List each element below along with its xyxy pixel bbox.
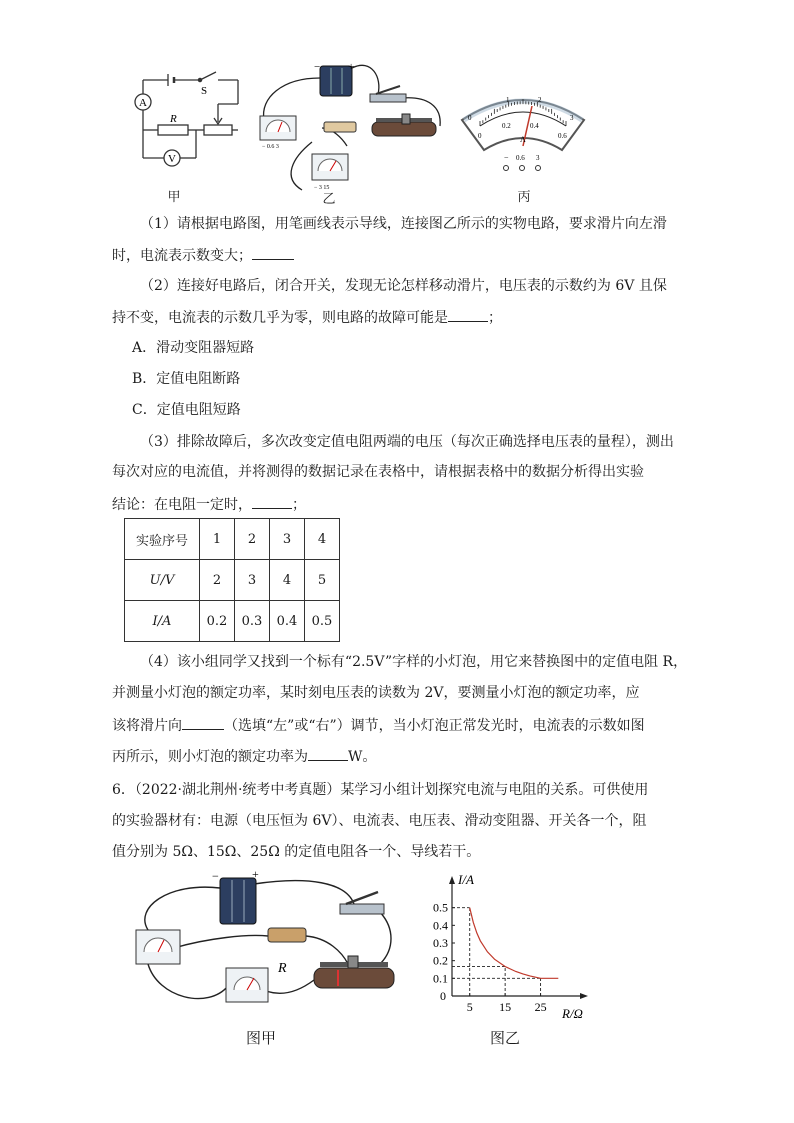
table-cell: 2 — [200, 560, 235, 601]
chart-y-label: I/A — [458, 872, 474, 887]
fixed-resistor-icon — [268, 928, 306, 942]
battery-icon — [220, 878, 256, 924]
table-cell: 4 — [270, 560, 305, 601]
resistor-label: R — [170, 113, 177, 125]
chart-x-label: R/Ω — [562, 1006, 583, 1021]
answer-blank-q3[interactable] — [252, 493, 292, 509]
rheostat-icon — [372, 114, 436, 136]
table-row — [125, 560, 340, 601]
outer-scale-0: 0 — [468, 114, 472, 122]
resistor-label: R — [278, 961, 287, 976]
ammeter-label: A — [139, 97, 147, 109]
chart-y-arrow — [449, 876, 455, 884]
ammeter-dial-bing — [458, 86, 588, 180]
inner-scale-3: 0.6 — [558, 132, 567, 140]
switch-icon — [340, 892, 384, 914]
table-cell: 1 — [200, 519, 235, 560]
answer-blank-q1[interactable] — [252, 244, 294, 260]
answer-blank-q4-power[interactable] — [308, 745, 348, 761]
data-table — [124, 518, 340, 642]
table-header-cell: I/A — [125, 601, 200, 642]
chart-series-line — [470, 908, 559, 979]
voltmeter-icon — [312, 154, 348, 180]
battery-plus-label: + — [348, 61, 355, 73]
ammeter-icon — [260, 116, 296, 140]
outer-scale-1: 1 — [506, 96, 510, 104]
terminal-3: 3 — [536, 154, 540, 162]
problem6-line1: 6．（2022·湖北荆州·统考中考真题）某学习小组计划探究电流与电阻的关系。可供使用 — [112, 782, 649, 798]
inner-scale-1: 0.2 — [502, 122, 511, 130]
figure-caption-yi: 乙 — [322, 192, 336, 207]
chart-x-tick-label: 5 — [466, 1000, 473, 1014]
table-cell: 4 — [305, 519, 340, 560]
outer-scale-3: 3 — [570, 114, 574, 122]
table-cell: 0.2 — [200, 601, 235, 642]
q1-line2: 时，电流表示数变大； — [112, 244, 294, 266]
chart-y-tick-label: 0.2 — [433, 953, 448, 968]
table-cell: 0.5 — [305, 601, 340, 642]
ammeter-icon — [136, 930, 180, 964]
chart-y-tick-label: 0.4 — [433, 918, 448, 933]
chart-x-tick-label: 25 — [534, 1000, 547, 1014]
table-header-cell: 实验序号 — [125, 519, 200, 560]
q2-line2: 持不变，电流表的示数几乎为零，则电路的故障可能是 ； — [112, 306, 502, 328]
q4-line2: 并测量小灯泡的额定功率，某时刻电压表的读数为 2V，要测量小灯泡的额定功率，应 — [112, 685, 640, 701]
inner-scale-0: 0 — [478, 132, 482, 140]
figure-caption-jia: 甲 — [167, 190, 181, 205]
problem6-line2: 的实验器材有：电源（电压恒为 6V）、电流表、电压表、滑动变阻器、开关各一个，阻 — [112, 813, 647, 829]
fixed-resistor-icon — [324, 122, 356, 132]
q1-line1: （1）请根据电路图，用笔画线表示导线，连接图乙所示的实物电路，要求滑片向左滑 — [140, 216, 667, 232]
table-cell: 0.3 — [235, 601, 270, 642]
inner-scale-2: 0.4 — [530, 122, 539, 130]
chart-y-tick-label: 0.1 — [433, 971, 448, 986]
chart-y-tick-label: 0.3 — [433, 936, 448, 950]
current-resistance-chart — [416, 872, 596, 1022]
q2-option-b: B．定值电阻断路 — [132, 371, 241, 387]
battery-plus-label: + — [252, 868, 259, 881]
figure-caption-bing: 丙 — [517, 190, 531, 205]
figure-caption-tuyi: 图乙 — [490, 1029, 521, 1047]
switch-icon — [370, 86, 406, 102]
table-cell: 3 — [235, 560, 270, 601]
q4-line3: 该将滑片向 （选填“左”或“右”）调节，当小灯泡正常发光时，电流表的示数如图 — [112, 714, 645, 736]
q2-option-a: A．滑动变阻器短路 — [132, 340, 255, 356]
voltmeter-icon — [226, 968, 268, 1002]
voltmeter-terminals: − 3 15 — [314, 185, 330, 191]
outer-scale-2: 2 — [538, 96, 542, 104]
chart-origin-label: 0 — [440, 989, 446, 1003]
table-cell: 0.4 — [270, 601, 305, 642]
q2-line1: （2）连接好电路后，闭合开关，发现无论怎样移动滑片，电压表的示数约为 6V 且保 — [140, 278, 667, 294]
chart-x-arrow — [580, 993, 588, 999]
switch-label: S — [201, 85, 208, 97]
table-cell: 3 — [270, 519, 305, 560]
voltmeter-label: V — [168, 153, 176, 165]
answer-blank-q4-direction[interactable] — [182, 714, 224, 730]
q3-line1: （3）排除故障后，多次改变定值电阻两端的电压（每次正确选择电压表的量程），测出 — [140, 434, 674, 450]
circuit-diagram-jia — [128, 62, 244, 186]
battery-minus-label: − — [212, 869, 219, 883]
table-cell: 2 — [235, 519, 270, 560]
table-row — [125, 601, 340, 642]
q3-line3: 结论：在电阻一定时， ； — [112, 493, 306, 515]
q4-line1: （4）该小组同学又找到一个标有“2.5V”字样的小灯泡，用它来替换图中的定值电阻 R， — [140, 654, 688, 670]
figure-caption-tujia: 图甲 — [246, 1029, 277, 1047]
answer-blank-q2[interactable] — [448, 306, 488, 322]
battery-minus-label: − — [314, 61, 321, 73]
q4-line4: 丙所示，则小灯泡的额定功率为 W。 — [112, 745, 376, 767]
terminal-minus: − — [504, 153, 509, 162]
q2-option-c: C．定值电阻短路 — [132, 402, 241, 418]
terminal-0-6: 0.6 — [516, 154, 525, 162]
ammeter-terminals: − 0.6 3 — [262, 144, 279, 150]
switch-blade — [200, 72, 216, 80]
dial-unit: A — [520, 135, 526, 144]
chart-x-tick-label: 15 — [499, 1000, 512, 1014]
physical-circuit-yi — [252, 58, 452, 193]
table-cell: 5 — [305, 560, 340, 601]
chart-y-tick-label: 0.5 — [433, 900, 448, 915]
problem6-line3: 值分别为 5Ω、15Ω、25Ω 的定值电阻各一个、导线若干。 — [112, 844, 481, 860]
table-header-cell: U/V — [125, 560, 200, 601]
q3-line2: 每次对应的电流值，并将测得的数据记录在表格中，请根据表格中的数据分析得出实验 — [112, 464, 644, 480]
physical-circuit-tujia — [128, 868, 400, 1020]
table-row — [125, 519, 340, 560]
